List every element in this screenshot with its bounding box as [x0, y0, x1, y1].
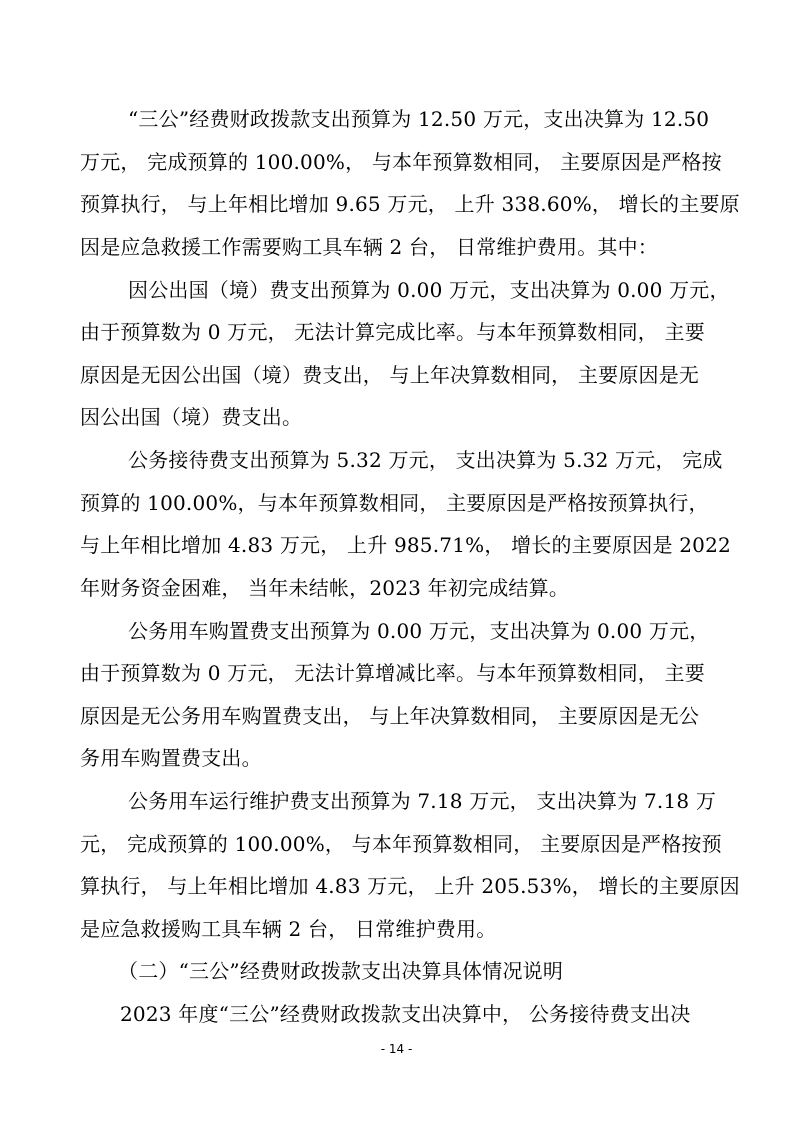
para-3-line-3: 与上年相比增加 4.83 万元， 上升 985.71%， 增长的主要原因是 2022: [80, 533, 731, 557]
para-4-line-4: 务用车购置费支出。: [80, 746, 262, 770]
para-4-line-3: 原因是无公务用车购置费支出， 与上年决算数相同， 主要原因是无公: [80, 704, 700, 728]
section-heading: （二）“三公”经费财政拨款支出决算具体情况说明: [118, 959, 564, 983]
para-2-line-4: 因公出国（境）费支出。: [80, 405, 303, 429]
para-4-line-2: 由于预算数为 0 万元， 无法计算增减比率。与本年预算数相同， 主要: [80, 661, 705, 685]
page-number: - 14 -: [380, 1042, 413, 1056]
para-1-line-3: 预算执行， 与上年相比增加 9.65 万元， 上升 338.60%， 增长的主要原: [80, 192, 740, 216]
para-1-line-1: “三公”经费财政拨款支出预算为 12.50 万元，支出决算为 12.50: [128, 107, 710, 131]
para-1-line-2: 万元， 完成预算的 100.00%， 与本年预算数相同， 主要原因是严格按: [80, 150, 722, 174]
para-1-line-4: 因是应急救援工作需要购工具车辆 2 台， 日常维护费用。其中：: [80, 235, 658, 259]
para-5-line-2: 元， 完成预算的 100.00%， 与本年预算数相同， 主要原因是严格按预: [80, 832, 722, 856]
para-5-line-3: 算执行， 与上年相比增加 4.83 万元， 上升 205.53%， 增长的主要原因: [80, 874, 740, 898]
para-3-line-1: 公务接待费支出预算为 5.32 万元， 支出决算为 5.32 万元， 完成: [128, 448, 723, 472]
para-3-line-2: 预算的 100.00%，与本年预算数相同， 主要原因是严格按预算执行，: [80, 491, 709, 515]
para-2-line-3: 原因是无因公出国（境）费支出， 与上年决算数相同， 主要原因是无: [80, 363, 700, 387]
last-paragraph-line-1: 2023 年度“三公”经费财政拨款支出决算中， 公务接待费支出决: [120, 1002, 691, 1026]
para-2-line-1: 因公出国（境）费支出预算为 0.00 万元，支出决算为 0.00 万元，: [128, 278, 730, 302]
para-5-line-1: 公务用车运行维护费支出预算为 7.18 万元， 支出决算为 7.18 万: [128, 789, 717, 813]
para-3-line-4: 年财务资金困难， 当年未结帐，2023 年初完成结算。: [80, 576, 570, 600]
para-4-line-1: 公务用车购置费支出预算为 0.00 万元，支出决算为 0.00 万元，: [128, 619, 710, 643]
para-5-line-4: 是应急救援购工具车辆 2 台， 日常维护费用。: [80, 917, 497, 941]
para-2-line-2: 由于预算数为 0 万元， 无法计算完成比率。与本年预算数相同， 主要: [80, 320, 705, 344]
